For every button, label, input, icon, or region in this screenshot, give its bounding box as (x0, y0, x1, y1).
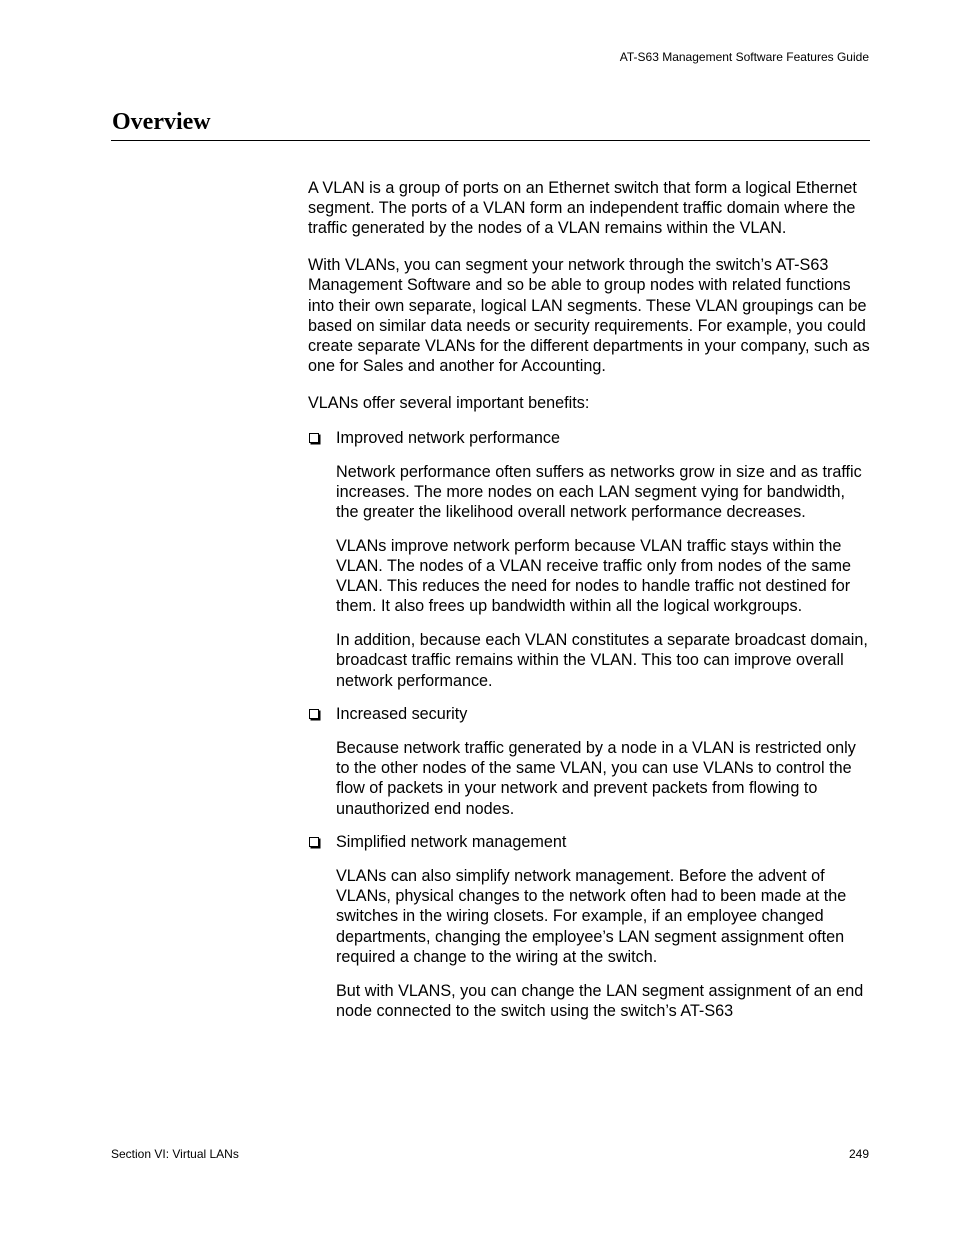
section-title: Overview (112, 109, 211, 135)
checkbox-bullet-icon (309, 709, 319, 719)
benefit-paragraph: But with VLANS, you can change the LAN segment assignment of an end node connected to the switch using the switch’s AT-S63 (336, 981, 864, 1020)
benefit-paragraph: In addition, because each VLAN constitutes a separate broadcast domain, broadcast traffic remains within the VLAN. This too can improve overall network performance. (336, 631, 868, 690)
intro-paragraph: A VLAN is a group of ports on an Ethernet switch that form a logical Ethernet segment. The ports of a VLAN form an independent traffic domain where the traffic generated by the nodes of a VLAN remains within the VLAN. (308, 179, 857, 238)
bullet-label: Improved network performance (336, 429, 561, 448)
benefit-paragraph: VLANs can also simplify network management. Before the advent of VLANs, physical changes to the network often had to been made at the switches in the wiring closets. For example, if an employee changed departments, changing the employee’s LAN segment assignment often required a change to the wiring at the switch. (336, 866, 847, 966)
bullet-label: Simplified network management (336, 833, 567, 852)
page-number: 249 (848, 1147, 869, 1161)
running-footer-section: Section VI: Virtual LANs (111, 1147, 239, 1161)
bullet-label: Increased security (336, 705, 468, 724)
body-content (308, 178, 870, 1034)
checkbox-bullet-icon (309, 837, 319, 847)
benefits-intro: VLANs offer several important benefits: (308, 393, 590, 412)
title-rule (111, 140, 870, 141)
checkbox-bullet-icon (309, 433, 319, 443)
benefit-paragraph: Network performance often suffers as networks grow in size and as traffic increases. The more nodes on each LAN segment vying for bandwidth, the greater the likelihood overall network performance decreases. (336, 462, 862, 522)
vlan-segment-paragraph: With VLANs, you can segment your network through the switch’s AT-S63 Management Software and so be able to group nodes with related functions into their own separate, logical LAN segments. These VLAN groupings can be based on similar data needs or security requirements. For example, you could create separate VLANs for the different departments in your company, such as one for Sales and another for Accounting. (308, 256, 870, 376)
bullet-item-performance (308, 428, 870, 448)
benefit-paragraph: Because network traffic generated by a node in a VLAN is restricted only to the other nodes of the same VLAN, you can use VLANs to control the flow of packets in your network and prevent packets from flowing to unauthorized end nodes. (336, 738, 856, 818)
bullet-item-management (308, 832, 870, 852)
benefit-paragraph: VLANs improve network perform because VLAN traffic stays within the VLAN. The nodes of a VLAN receive traffic only from nodes of the same VLAN. This reduces the need for nodes to handle traffic not destined for them. It also frees up bandwidth within all the logical workgroups. (336, 536, 851, 616)
running-header: AT-S63 Management Software Features Guide (619, 50, 869, 64)
bullet-item-security (308, 704, 870, 724)
